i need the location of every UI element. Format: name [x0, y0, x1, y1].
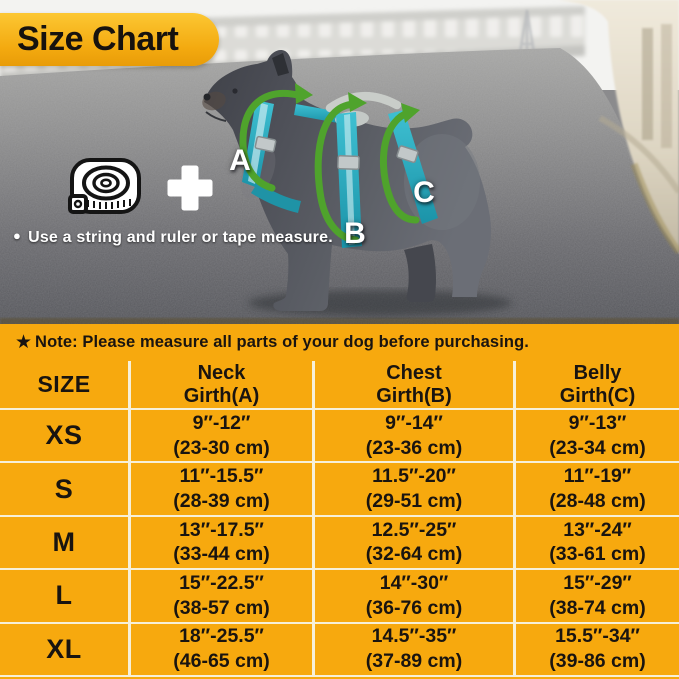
chest-cm-value: (37-89 cm) — [365, 650, 463, 673]
size-value: S — [54, 473, 74, 504]
size-value: L — [55, 580, 73, 611]
neck-inches-value: 9″-12″ — [192, 411, 251, 434]
header-belly-line1: Belly — [573, 361, 622, 384]
note-text: Note: Please measure all parts of your dog before purchasing. — [35, 333, 529, 351]
neck-cm-value: (28-39 cm) — [173, 490, 270, 513]
header-neck-girth — [128, 361, 312, 408]
neck-girth-cell — [128, 570, 312, 621]
chest-cm-value: (36-76 cm) — [365, 596, 463, 619]
size-value: XL — [46, 633, 82, 664]
table-body — [0, 408, 679, 675]
product-photo — [0, 0, 679, 325]
note-row — [0, 324, 679, 361]
neck-girth-cell — [128, 624, 312, 675]
chest-cm-value: (32-64 cm) — [365, 543, 463, 566]
size-cell — [0, 517, 128, 568]
chest-girth-cell — [312, 570, 513, 621]
belly-cm-value: (28-48 cm) — [549, 490, 646, 513]
neck-inches-value: 11″-15.5″ — [179, 465, 264, 488]
chest-inches-value: 14.5″-35″ — [371, 625, 457, 648]
neck-girth-cell — [128, 517, 312, 568]
belly-girth-cell — [513, 570, 679, 621]
table-row — [0, 461, 679, 514]
header-chest-line1: Chest — [386, 361, 442, 384]
header-belly-girth — [513, 361, 679, 408]
table-bottom-edge — [0, 675, 679, 679]
neck-inches-value: 13″-17.5″ — [179, 518, 264, 541]
belly-cm-value: (33-61 cm) — [549, 543, 646, 566]
marker-b-label: B — [344, 217, 366, 250]
chest-girth-cell — [312, 624, 513, 675]
neck-cm-value: (23-30 cm) — [173, 436, 270, 459]
belly-girth-cell — [513, 624, 679, 675]
belly-inches-value: 15″-29″ — [563, 571, 632, 594]
neck-cm-value: (46-65 cm) — [173, 650, 270, 673]
size-cell — [0, 624, 128, 675]
header-chest-girth — [312, 361, 513, 408]
neck-cm-value: (38-57 cm) — [173, 596, 270, 619]
measuring-instruction — [13, 229, 333, 247]
neck-cm-value: (33-44 cm) — [173, 543, 270, 566]
belly-inches-value: 13″-24″ — [563, 518, 632, 541]
table-row — [0, 515, 679, 568]
tape-measure-icon — [70, 160, 139, 212]
belly-cm-value: (23-34 cm) — [549, 436, 646, 459]
table-row — [0, 408, 679, 461]
title-banner — [0, 13, 219, 66]
belly-girth-cell — [513, 410, 679, 461]
size-cell — [0, 463, 128, 514]
belly-cm-value: (38-74 cm) — [549, 596, 646, 619]
belly-cm-value: (39-86 cm) — [549, 650, 646, 673]
chest-cm-value: (29-51 cm) — [365, 490, 463, 513]
instruction-text: Use a string and ruler or tape measure. — [28, 229, 333, 246]
size-value: XS — [45, 420, 83, 451]
neck-inches-value: 18″-25.5″ — [179, 625, 264, 648]
chest-girth-cell — [312, 410, 513, 461]
header-neck-line2: Girth(A) — [183, 384, 260, 407]
page-title: Size Chart — [17, 20, 179, 58]
marker-c-label: C — [413, 176, 435, 209]
table-row — [0, 568, 679, 621]
chest-cm-value: (23-36 cm) — [365, 436, 463, 459]
belly-girth-cell — [513, 463, 679, 514]
chest-inches-value: 11.5″-20″ — [372, 465, 456, 488]
chest-inches-value: 12.5″-25″ — [371, 518, 457, 541]
star-icon: ★ — [15, 332, 33, 353]
neck-girth-cell — [128, 463, 312, 514]
size-table — [0, 324, 679, 679]
belly-girth-cell — [513, 517, 679, 568]
size-cell — [0, 570, 128, 621]
belly-inches-value: 11″-19″ — [563, 465, 632, 488]
table-row — [0, 622, 679, 675]
belly-inches-value: 15.5″-34″ — [555, 625, 640, 648]
bullet-icon: ● — [13, 228, 22, 243]
chest-girth-cell — [312, 517, 513, 568]
neck-inches-value: 15″-22.5″ — [179, 571, 264, 594]
chest-inches-value: 9″-14″ — [385, 411, 443, 434]
chest-girth-cell — [312, 463, 513, 514]
table-header — [0, 361, 679, 408]
header-belly-line2: Girth(C) — [559, 384, 636, 407]
neck-girth-cell — [128, 410, 312, 461]
header-size — [0, 361, 128, 408]
header-chest-line2: Girth(B) — [376, 384, 452, 407]
header-size-label: SIZE — [37, 371, 91, 398]
header-neck-line1: Neck — [197, 361, 246, 384]
size-cell — [0, 410, 128, 461]
chest-inches-value: 14″-30″ — [379, 571, 449, 594]
size-value: M — [52, 526, 76, 557]
belly-inches-value: 9″-13″ — [568, 411, 627, 434]
marker-a-label: A — [229, 144, 251, 177]
